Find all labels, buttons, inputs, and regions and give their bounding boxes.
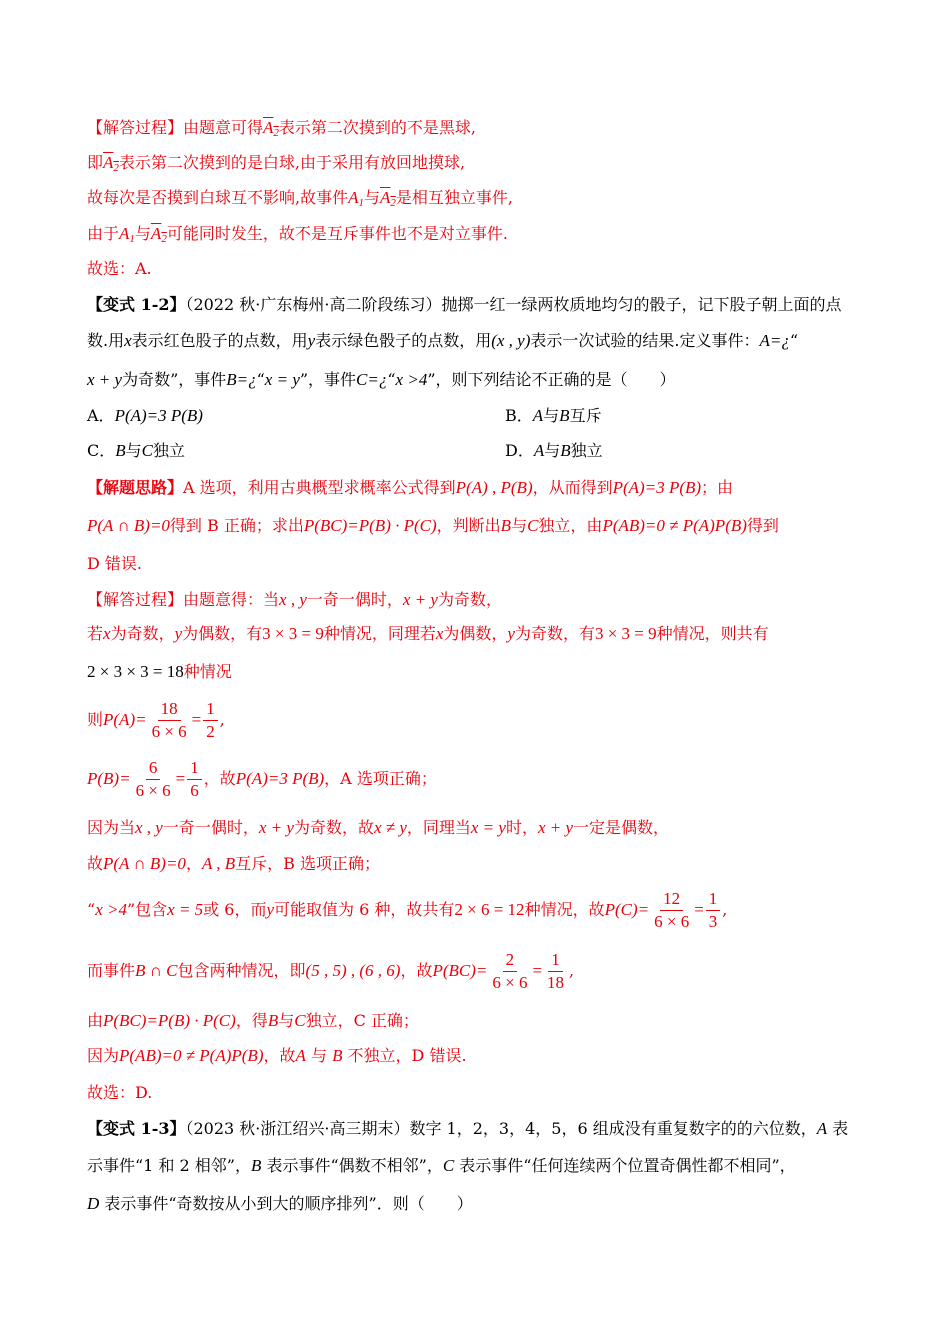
idea2-line3: D 错误. xyxy=(87,554,143,573)
idea-label: 【解题思路】 xyxy=(87,478,184,497)
solution1-answer: 故选：A. xyxy=(87,259,152,278)
math-a2-bar: $A_2$ xyxy=(380,188,396,209)
option-row-ab xyxy=(87,404,602,428)
fraction: $\frac{6}{6 \times 6}$ xyxy=(135,758,171,800)
solution2-line10: 由P(BC)=P(B) · P(C)，得B与C独立，C 正确； xyxy=(87,1011,419,1030)
fraction: $\frac{2}{6 \times 6}$ xyxy=(492,950,528,992)
solution2-line6: 因为当x , y一奇一偶时，x + y为奇数，故x ≠ y，同理当x = y时，x + y一定是偶数， xyxy=(87,818,670,837)
option-c[interactable]: C．B与C独立 xyxy=(87,441,186,460)
math-a2-bar: $A_2$ xyxy=(150,224,167,245)
solution1-line3: 故每次是否摸到白球互不影响,故事件$A_1$与$A_2$是相互独立事件, xyxy=(87,188,513,209)
problem2-line3: x + y为奇数”，事件B=¿“x = y”，事件C=¿“x >4”，则下列结论不正确的是（ ） xyxy=(87,370,676,389)
solution-label: 【解答过程】 xyxy=(87,118,184,137)
solution2-answer: 故选：D. xyxy=(87,1083,153,1102)
solution1-line4: 由于$A_1$与$A_2$可能同时发生，故不是互斥事件也不是对立事件. xyxy=(87,224,508,245)
solution2-line9: 而事件B ∩ C包含两种情况，即(5 , 5) , (6 , 6)，故P(BC)= $\frac{2}{6 \times 6}$ = $\frac{1}{18}$ , xyxy=(87,950,575,992)
option-row-cd xyxy=(87,439,603,463)
fraction: $\frac{1}{3}$ xyxy=(706,888,721,933)
option-a[interactable]: A．P(A)=3 P(B) xyxy=(87,406,203,425)
problem-source: （2022 秋·广东梅州·高二阶段练习） xyxy=(185,295,442,314)
solution2-line11: 因为P(AB)=0 ≠ P(A)P(B)，故A 与 B 不独立，D 错误. xyxy=(87,1046,467,1065)
solution2-line3: 2 × 3 × 3 = 18种情况 xyxy=(87,662,232,681)
solution1-line2: 即$A_2$表示第二次摸到的是白球,由于采用有放回地摸球, xyxy=(87,153,466,174)
solution1-line1: 【解答过程】由题意可得$A_2$表示第二次摸到的不是黑球, xyxy=(87,118,477,139)
solution2-line5: P(B)= $\frac{6}{6 \times 6}$ = $\frac{1}{6}$ ，故P(A)=3 P(B)，A 选项正确； xyxy=(87,758,437,800)
problem2-line1: 【变式 1-2】（2022 秋·广东梅州·高二阶段练习）抛掷一红一绿两枚质地均匀的骰子，记下股子朝上面的点 xyxy=(87,295,842,314)
solution2-line7: 故P(A ∩ B)=0，A , B互斥，B 选项正确； xyxy=(87,854,381,873)
option-b[interactable]: B．A与B互斥 xyxy=(505,406,602,425)
fraction: $\frac{18}{6 \times 6}$ xyxy=(151,699,187,741)
math-a2-bar: $A_2$ xyxy=(103,153,119,174)
solution2-line4: 则P(A)= $\frac{18}{6 \times 6}$ = $\frac{1}{2}$ , xyxy=(87,699,225,741)
fraction: $\frac{1}{6}$ xyxy=(187,757,202,802)
problem3-line2: 示事件“1 和 2 相邻”，B 表示事件“偶数不相邻”，C 表示事件“任何连续两个位置奇偶性都不相同”， xyxy=(87,1156,796,1175)
problem3-line3: D 表示事件“奇数按从小到大的顺序排列”．则（ ） xyxy=(87,1194,473,1213)
fraction: $\frac{1}{18}$ xyxy=(547,950,565,992)
idea2-line1: 【解题思路】A 选项，利用古典概型求概率公式得到P(A) , P(B)，从而得到P(A)=3 P(B)；由 xyxy=(87,478,734,497)
problem3-line1: 【变式 1-3】（2023 秋·浙江绍兴·高三期末）数字 1，2，3，4，5，6 组成没有重复数字的的六位数，A 表 xyxy=(87,1119,849,1138)
problem-source: （2023 秋·浙江绍兴·高三期末） xyxy=(185,1119,410,1138)
fraction: $\frac{1}{2}$ xyxy=(203,698,218,743)
math-a1: $A_1$ xyxy=(348,188,364,209)
option-d[interactable]: D．A与B独立 xyxy=(505,441,603,460)
fraction: $\frac{12}{6 \times 6}$ xyxy=(654,889,690,931)
problem-tag: 【变式 1-3】 xyxy=(87,1119,186,1138)
solution2-line1: 【解答过程】由题意得：当x , y一奇一偶时，x + y为奇数， xyxy=(87,590,502,609)
solution2-line8: “x >4”包含x = 5或 6，而y可能取值为 6 种，故共有2 × 6 = 12种情况，故P(C)= $\frac{12}{6 \times 6}$ = $\frac{1}{3}$ , xyxy=(87,889,728,931)
idea2-line2: P(A ∩ B)=0得到 B 正确；求出P(BC)=P(B) · P(C)，判断出B与C独立，由P(AB)=0 ≠ P(A)P(B)得到 xyxy=(87,516,779,535)
problem-tag: 【变式 1-2】 xyxy=(87,295,186,314)
solution2-line2: 若x为奇数，y为偶数，有3 × 3 = 9种情况，同理若x为偶数，y为奇数，有3 × 3 = 9种情况，则共有 xyxy=(87,624,769,643)
problem2-line2: 数.用x表示红色股子的点数，用y表示绿色骰子的点数，用(x , y)表示一次试验的结果.定义事件：A=¿“ xyxy=(87,331,799,350)
math-a2-bar: $A_2$ xyxy=(263,118,279,139)
math-a1: $A_1$ xyxy=(119,224,135,245)
